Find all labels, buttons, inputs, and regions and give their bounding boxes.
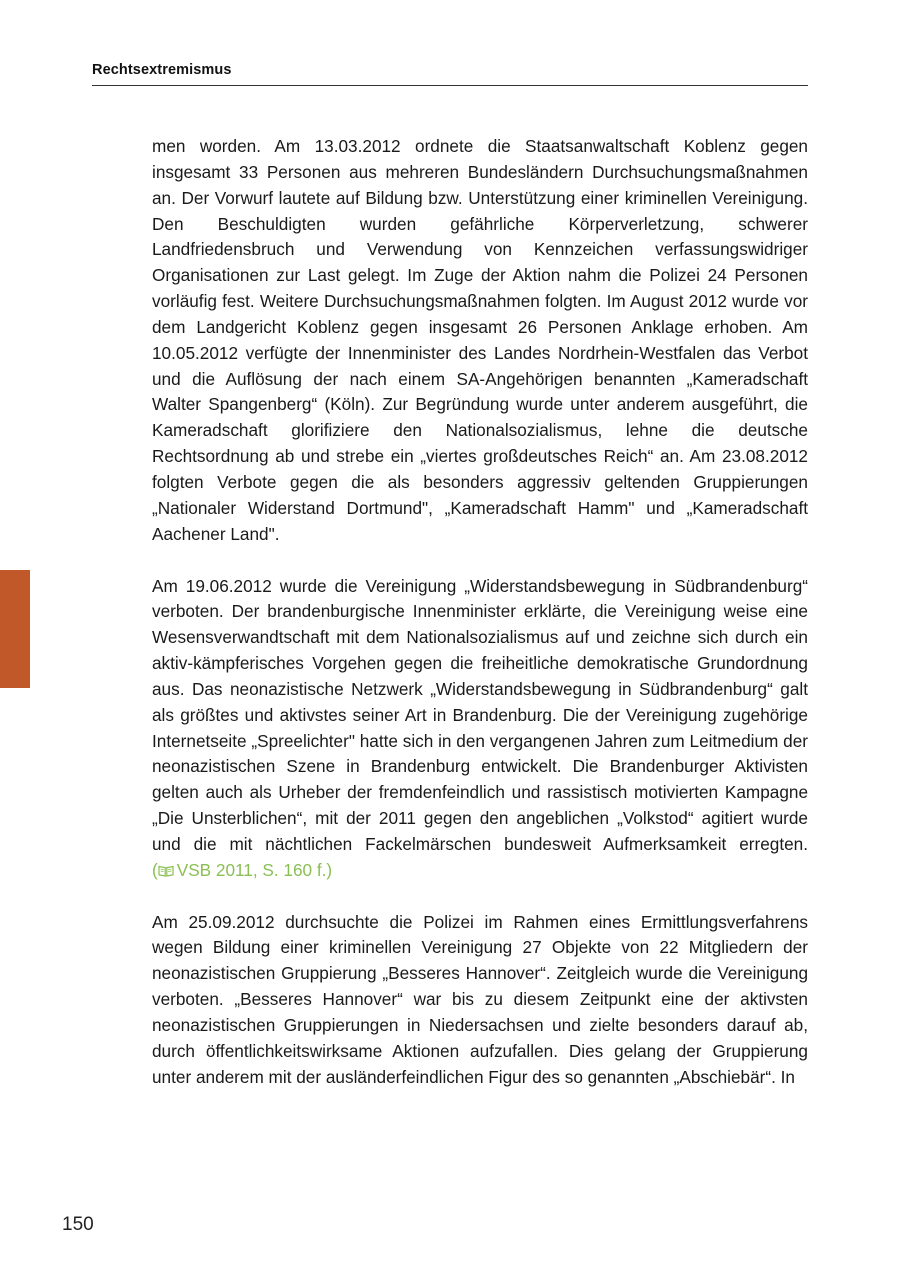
header-rule [92,85,808,86]
paragraph-1-text: men worden. Am 13.03.2012 ordnete die Staatsanwaltschaft Koblenz gegen insgesamt 33 Personen aus mehreren Bundesländern Durchsuchungsmaßnahmen an. Der Vorwurf lautete auf Bildung bzw. Unterstützung einer kriminellen Vereinigung. Den Beschuldigten wurden gefährliche Körperverletzung, schwerer Landfriedensbruch und Verwendung von Kennzeichen verfassungswidriger Organisationen zur Last gelegt. Im Zuge der Aktion nahm die Polizei 24 Personen vorläufig fest. Weitere Durchsuchungsmaßnahmen folgten. Im August 2012 wurde vor dem Landgericht Koblenz gegen insgesamt 26 Personen Anklage erhoben. Am 10.05.2012 verfügte der Innenminister des Landes Nordrhein-Westfalen das Verbot und die Auflösung der nach einem SA-Angehörigen benannten „Kameradschaft Walter Spangenberg“ (Köln). Zur Begründung wurde unter anderem ausgeführt, die Kameradschaft glorifiziere den Nationalsozialismus, lehne die deutsche Rechtsordnung ab und strebe ein „viertes großdeutsches Reich“ an. Am 23.08.2012 folgten Verbote gegen die als besonders aggressiv geltenden Gruppierungen „Nationaler Widerstand Dortmund", „Kameradschaft Hamm" und „Kameradschaft Aachener Land". [152,136,808,544]
cross-reference-link[interactable] [152,860,332,880]
page-number: 150 [62,1214,94,1235]
paragraph-3 [152,910,808,1091]
paragraph-2 [152,574,808,884]
paragraph-1 [152,134,808,548]
book-icon [158,865,174,877]
chapter-side-tab [0,570,30,688]
reference-open-paren: ( [152,859,158,880]
running-head-title: Rechtsextremismus [92,62,232,78]
paragraph-2-text: Am 19.06.2012 wurde die Vereinigung „Widerstandsbewegung in Südbrandenburg“ verboten. Der brandenburgische Innenminister erklärte, die Vereinigung weise eine Wesensverwandtschaft mit dem Nationalsozialismus auf und zeichne sich durch ein aktiv-kämpferisches Vorgehen gegen die freiheitliche demokratische Grundordnung aus. Das neonazistische Netzwerk „Widerstandsbewegung in Südbrandenburg“ galt als größtes und aktivstes seiner Art in Brandenburg. Die der Vereinigung zugehörige Internetseite „Spreelichter" hatte sich in den vergangenen Jahren zum Leitmedium der neonazistischen Szene in Brandenburg entwickelt. Die Brandenburger Aktivisten gelten auch als Urheber der fremdenfeindlich und rassistisch motivierten Kampagne „Die Unsterblichen“, mit der 2011 gegen den angeblichen „Volkstod“ agitiert wurde und die mit nächtlichen Fackelmärschen bundesweit Aufmerksamkeit erregten. [152,575,808,854]
paragraph-3-text: Am 25.09.2012 durchsuchte die Polizei im Rahmen eines Ermittlungsverfahrens wegen Bildung einer kriminellen Vereinigung 27 Objekte von 22 Mitgliedern der neonazistischen Gruppierung „Besseres Hannover“. Zeitgleich wurde die Vereinigung verboten. „Besseres Hannover“ war bis zu diesem Zeitpunkt eine der aktivsten neonazistischen Gruppierungen in Niedersachsen und zielte besonders darauf ab, durch öffentlichkeitswirksame Aktionen aufzufallen. Dies gelang der Gruppierung unter anderem mit der ausländerfeindlichen Figur des so genannten „Abschiebär“. In [152,911,808,1087]
reference-text: VSB 2011, S. 160 f.) [176,859,333,880]
body-text [152,134,808,1117]
